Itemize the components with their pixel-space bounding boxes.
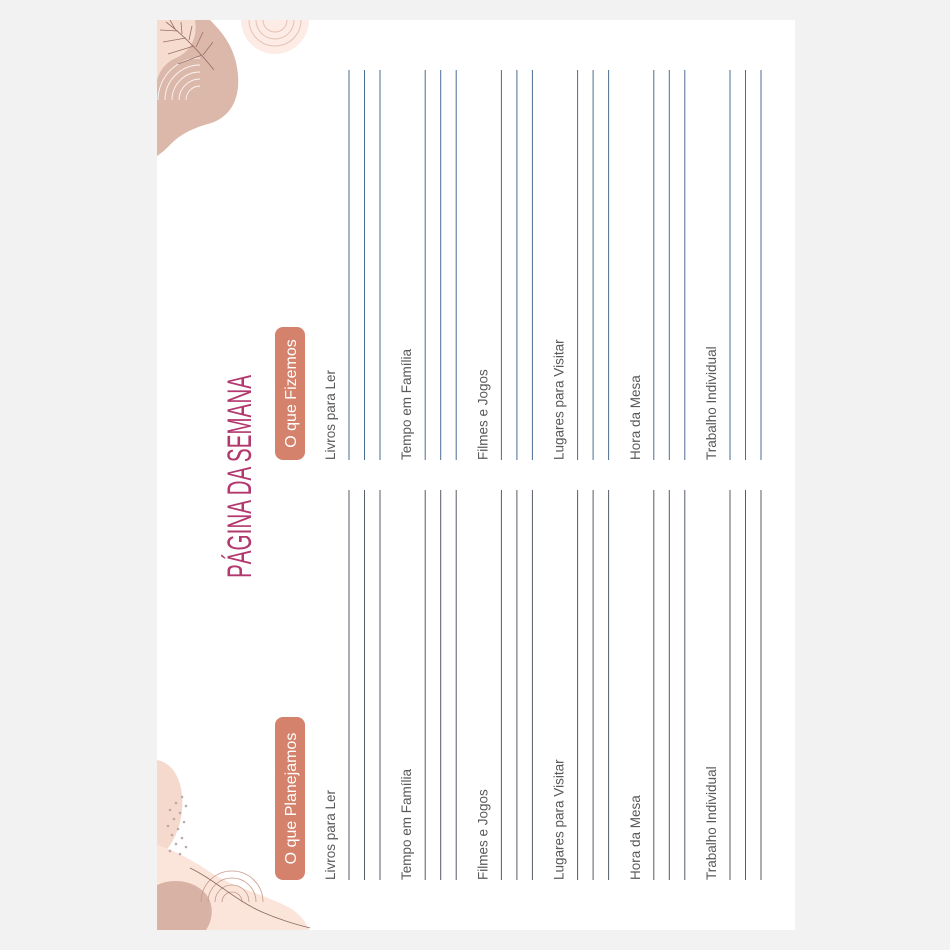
page-title: PÁGINA DA SEMANA	[221, 243, 259, 578]
category-label: Livros para Ler	[323, 789, 338, 880]
category-label: Hora da Mesa	[627, 375, 643, 460]
section-heading: O que Fizemos	[283, 339, 300, 448]
section-heading: O que Planejamos	[283, 732, 300, 865]
category-label: Filmes e Jogos	[475, 789, 491, 880]
category-label: Tempo em Família	[399, 768, 415, 880]
category-label: Trabalho Individual	[704, 766, 719, 880]
category-label: Trabalho Individual	[704, 346, 719, 460]
category-label: Lugares para Visitar	[551, 339, 567, 460]
category-label: Hora da Mesa	[627, 795, 643, 880]
category-label: Filmes e Jogos	[475, 369, 491, 460]
category-label: Lugares para Visitar	[551, 759, 567, 880]
category-label: Tempo em Família	[399, 348, 415, 460]
category-label: Livros para Ler	[323, 369, 338, 460]
